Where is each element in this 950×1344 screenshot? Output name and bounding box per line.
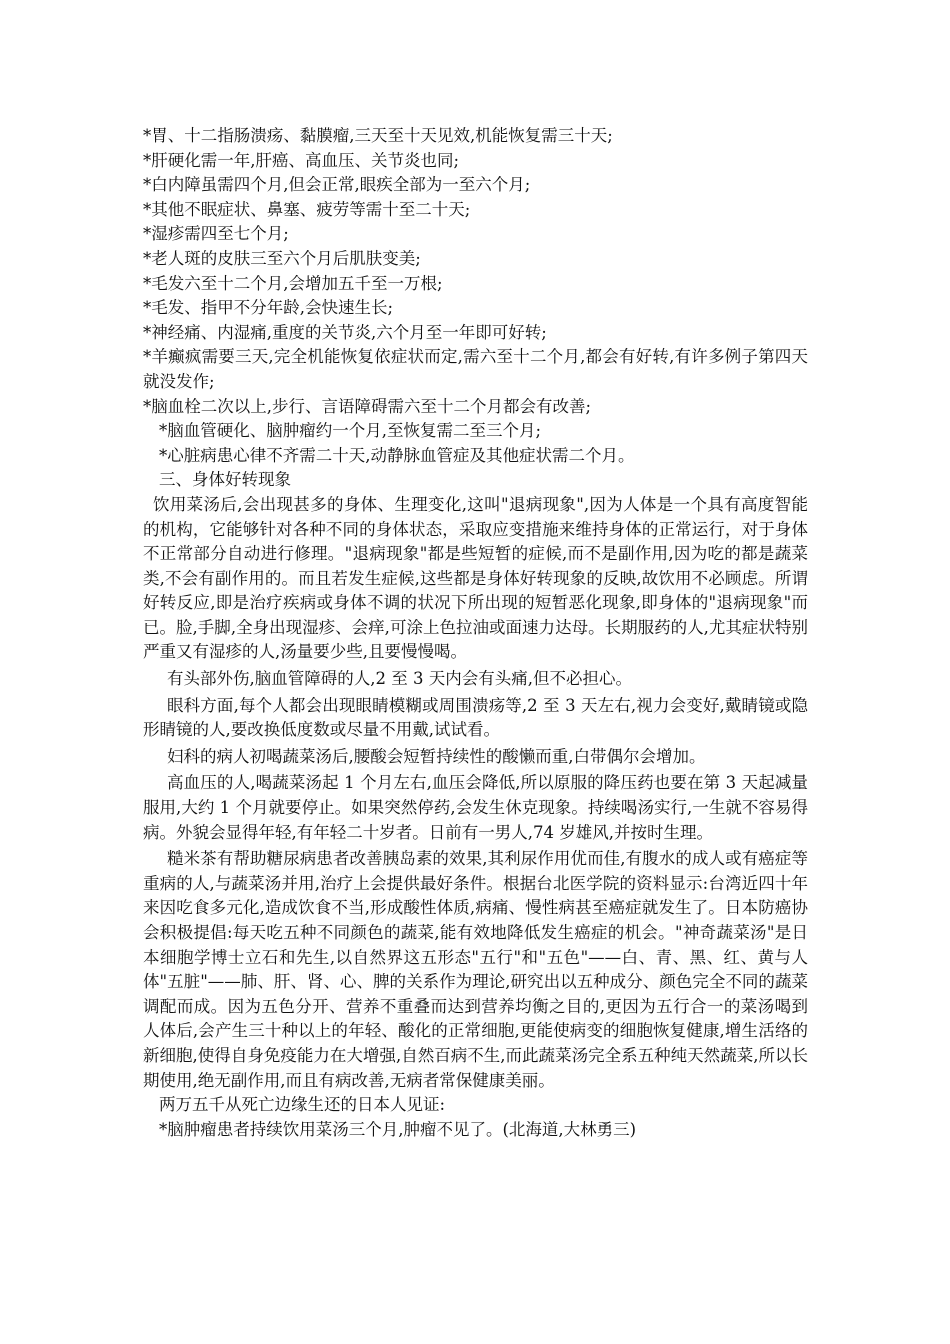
paragraph-head-injury: 有头部外伤,脑血管障碍的人,2 至 3 天内会有头痛,但不必担心。 (167, 669, 632, 689)
witness-intro: 两万五千从死亡边缘生还的日本人见证: (159, 1095, 446, 1115)
section-title: 三、身体好转现象 (159, 470, 291, 490)
recovery-item-epilepsy: *羊癫疯需要三天,完全机能恢复依症状而定,需六至十二个月,都会有好转,有许多例子第四天就没发作; (143, 347, 808, 391)
recovery-item-age-spots: *老人斑的皮肤三至六个月后肌肤变美; (143, 248, 421, 268)
paragraph-healing-reaction: 饮用菜汤后,会出现甚多的身体、生理变化,这叫"退病现象",因为人体是一个具有高度智能的机构，它能够针对各种不同的身体状态，采取应变措施来维持身体的正常运行，对于身体不正常部分自动进行修理。"退病现象"都是些短暂的症候,而不是副作用,因为吃的都是蔬菜类,不会有副作用的。而且若发生症候,这些都是身体好转现象的反映,故饮用不必顾虑。所谓好转反应,即是治疗疾病或身体不调的状况下所出现的短暂恶化现象,即身体的"退病现象"而已。脸,手脚,全身出现湿疹、会痒,可涂上色拉油或面速力达母。长期服药的人,尤其症状特别严重又有湿疹的人,汤量要少些,且要慢慢喝。 (143, 494, 808, 662)
recovery-item-thrombosis: *脑血栓二次以上,步行、言语障碍需六至十二个月都会有改善; (143, 396, 592, 416)
recovery-item-arteriosclerosis: *脑血管硬化、脑肿瘤约一个月,至恢复需二至三个月; (159, 421, 542, 441)
recovery-item-hair: *毛发六至十二个月,会增加五千至一万根; (143, 273, 443, 293)
paragraph-gynecology: 妇科的病人初喝蔬菜汤后,腰酸会短暂持续性的酸懒而重,白带偶尔会增加。 (167, 746, 706, 766)
paragraph-blood-pressure: 高血压的人,喝蔬菜汤起 1 个月左右,血压会降低,所以原服的降压药也要在第 3 天起减量服用,大约 1 个月就要停止。如果突然停药,会发生休克现象。持续喝汤实行,一生就不容易得病。外貌会显得年轻,有年轻二十岁者。日前有一男人,74 岁雄风,并按时生理。 (143, 773, 808, 842)
document-body (143, 124, 808, 1142)
recovery-item-neuralgia: *神经痛、内湿痛,重度的关节炎,六个月至一年即可好转; (143, 322, 547, 342)
recovery-item-cataract: *白内障虽需四个月,但会正常,眼疾全部为一至六个月; (143, 175, 531, 195)
recovery-item-heart: *心脏病患心律不齐需二十天,动静脉血管症及其他症状需二个月。 (159, 445, 635, 465)
recovery-item-liver: *肝硬化需一年,肝癌、高血压、关节炎也同; (143, 150, 460, 170)
witness-item: *脑肿瘤患者持续饮用菜汤三个月,肿瘤不见了。(北海道,大林勇三) (159, 1119, 637, 1139)
recovery-item-insomnia: *其他不眠症状、鼻塞、疲劳等需十至二十天; (143, 199, 471, 219)
paragraph-brown-rice-tea: 糙米茶有帮助糖尿病患者改善胰岛素的效果,其利尿作用优而佳,有腹水的成人或有癌症等重病的人,与蔬菜汤并用,治疗上会提供最好条件。根据台北医学院的资料显示:台湾近四十年来因吃食多元化,造成饮食不当,形成酸性体质,病痛、慢性病甚至癌症就发生了。日本防癌协会积极提倡:每天吃五种不同颜色的蔬菜,能有效地降低发生癌症的机会。"神奇蔬菜汤"是日本细胞学博士立石和先生,以自然界这五形态"五行"和"五色"——白、青、黑、红、黄与人体"五脏"——肺、肝、肾、心、脾的关系作为理论,研究出以五种成分、颜色完全不同的蔬菜调配而成。因为五色分开、营养不重叠而达到营养均衡之目的,更因为五行合一的菜汤喝到人体后,会产生三十种以上的年轻、酸化的正常细胞,更能使病变的细胞恢复健康,增生活络的新细胞,使得自身免疫能力在大增强,自然百病不生,而此蔬菜汤完全系五种纯天然蔬菜,所以长期使用,绝无副作用,而且有病改善,无病者常保健康美丽。 (143, 849, 808, 1090)
recovery-item-eczema: *湿疹需四至七个月; (143, 224, 289, 244)
paragraph-eye: 眼科方面,每个人都会出现眼睛模糊或周围溃疡等,2 至 3 天左右,视力会变好,戴睛镜或隐形睛镜的人,要改换低度数或尽量不用戴,试试看。 (143, 695, 808, 740)
recovery-item-nails: *毛发、指甲不分年龄,会快速生长; (143, 298, 394, 318)
recovery-item-ulcer: *胃、十二指肠溃疡、黏膜瘤,三天至十天见效,机能恢复需三十天; (143, 126, 613, 145)
